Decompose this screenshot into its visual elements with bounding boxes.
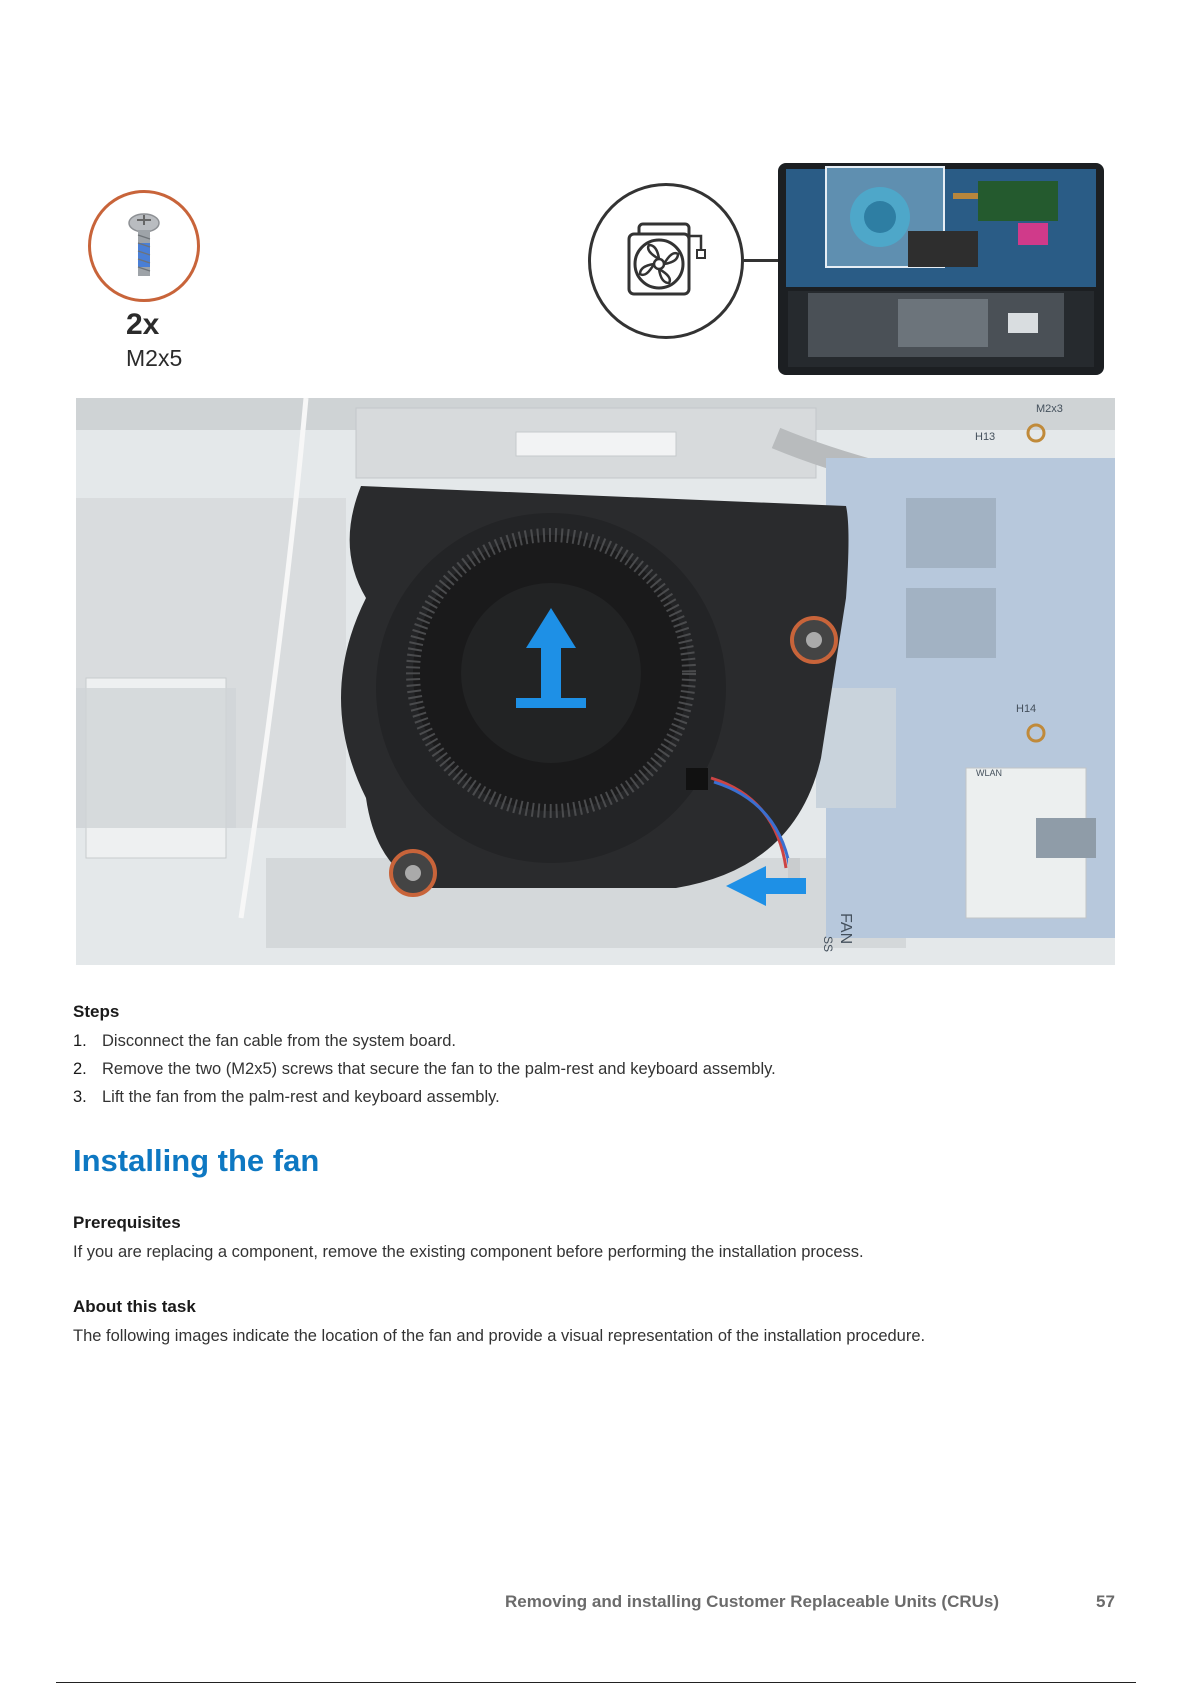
screw-icon <box>91 193 197 299</box>
label-m2x3: M2x3 <box>1036 403 1063 415</box>
fan-removal-illustration <box>76 398 1115 965</box>
step-item <box>73 1088 500 1107</box>
step-number: 1. <box>73 1032 87 1050</box>
prerequisites-heading: Prerequisites <box>73 1213 181 1232</box>
about-task-text: The following images indicate the location of the fan and provide a visual representation of the installation procedure. <box>73 1327 926 1345</box>
step-item <box>73 1060 776 1079</box>
section-title: Installing the fan <box>73 1143 320 1178</box>
screw-callout <box>88 190 200 302</box>
step-text: Lift the fan from the palm-rest and keyboard assembly. <box>102 1088 500 1106</box>
screw-count: 2x <box>126 308 160 341</box>
fan-icon <box>591 186 741 336</box>
step-number: 2. <box>73 1060 87 1078</box>
screw-size: M2x5 <box>126 345 183 371</box>
fan-callout <box>588 183 744 339</box>
label-ss: SS <box>821 936 835 953</box>
step-number: 3. <box>73 1088 87 1106</box>
step-item <box>73 1032 456 1051</box>
laptop-overview-image <box>778 163 1104 375</box>
prerequisites-text: If you are replacing a component, remove the existing component before performing the installation process. <box>73 1243 864 1261</box>
label-h13: H13 <box>975 431 996 443</box>
footer-divider <box>56 1682 1136 1683</box>
steps-heading: Steps <box>73 1002 120 1021</box>
label-fan: FAN <box>837 913 854 945</box>
footer-chapter-title: Removing and installing Customer Replaceable Units (CRUs) <box>505 1592 1000 1611</box>
step-text: Disconnect the fan cable from the system board. <box>102 1032 457 1050</box>
about-task-heading: About this task <box>73 1297 196 1316</box>
page-number: 57 <box>1096 1592 1115 1611</box>
label-wlan: WLAN <box>976 768 1003 778</box>
label-h14: H14 <box>1016 703 1037 715</box>
step-text: Remove the two (M2x5) screws that secure the fan to the palm-rest and keyboard assembly. <box>102 1060 776 1078</box>
